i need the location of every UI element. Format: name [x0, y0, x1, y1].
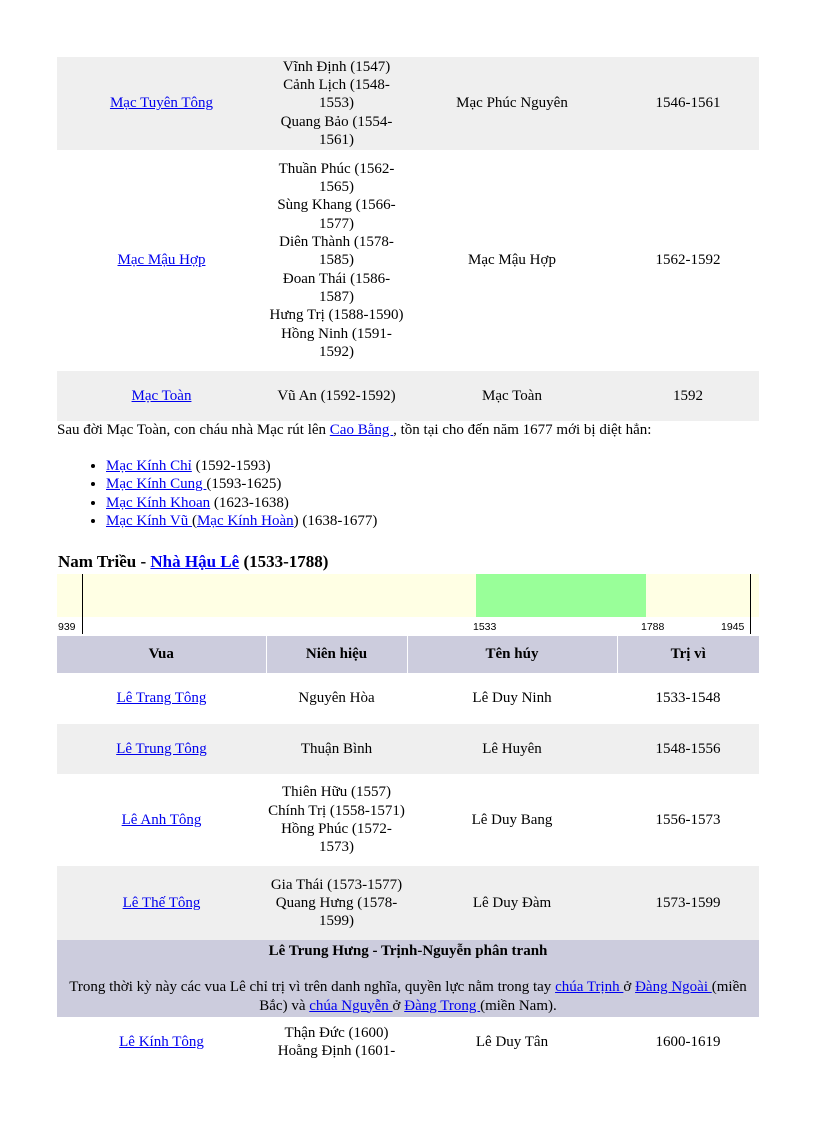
chua-nguyen-link[interactable]: chúa Nguyễn	[309, 997, 393, 1014]
personal-name: Mạc Toàn	[482, 387, 542, 404]
table-row	[57, 150, 759, 371]
era-name: Hoằng Định (1601-	[277, 1042, 396, 1059]
era-name: Hưng Trị (1588-1590)	[269, 307, 404, 324]
list-text: (1592-1593)	[191, 458, 271, 474]
mac-descendants-list	[78, 457, 377, 531]
reign-years: 1600-1619	[655, 1033, 721, 1050]
banner-text	[69, 978, 747, 1015]
table-row	[57, 774, 759, 866]
banner-text-part: ở	[392, 997, 405, 1014]
era-names	[267, 689, 407, 707]
list-link[interactable]: Mạc Kính Cung	[106, 476, 207, 493]
list-text: (	[191, 513, 197, 530]
list-link[interactable]: Mạc Kính Chỉ	[106, 458, 192, 474]
paragraph-text: Sau đời Mạc Toàn, con cháu nhà Mạc rút lên	[57, 422, 330, 438]
reign-years: 1573-1599	[655, 894, 721, 911]
king-link[interactable]: Mạc Tuyên Tông	[109, 95, 214, 112]
heading-text: Nam Triều -	[58, 552, 151, 571]
era-names	[267, 58, 407, 149]
list-link[interactable]: Mạc Kính Vũ	[106, 513, 192, 530]
reign-years: 1548-1556	[655, 740, 721, 757]
banner-text-part: Trong thời kỳ này các vua Lê chỉ trị vì trên danh nghĩa, quyền lực nằm trong tay	[69, 979, 556, 996]
era-names	[267, 740, 407, 758]
reign-years: 1546-1561	[655, 95, 721, 112]
list-text: ) (1638-1677)	[293, 513, 378, 530]
reign-years: 1562-1592	[655, 252, 721, 269]
section-heading	[58, 552, 328, 572]
list-item	[106, 512, 377, 530]
column-header: Tên húy	[407, 636, 617, 673]
column-header: Trị vì	[617, 636, 759, 673]
timeline-label: 1533	[473, 621, 497, 633]
dang-trong-link[interactable]: Đàng Trong	[404, 997, 481, 1014]
timeline-label: 939	[58, 621, 76, 633]
column-header: Niên hiệu	[266, 636, 407, 673]
personal-name: Lê Huyên	[482, 740, 542, 757]
era-name: Hồng Phúc (1572-1573)	[281, 821, 392, 856]
personal-name: Lê Duy Ninh	[472, 690, 552, 707]
table-row	[57, 1017, 759, 1067]
era-names	[267, 876, 407, 931]
list-link[interactable]: Mạc Kính Hoàn	[196, 513, 294, 530]
list-item	[106, 494, 377, 512]
era-name: Nguyên Hòa	[298, 690, 375, 707]
banner-text-part: ở	[623, 979, 636, 996]
banner-text-part: (miền Nam).	[480, 997, 557, 1014]
king-link[interactable]: Lê Thế Tông	[122, 894, 201, 911]
cao-bang-link[interactable]: Cao Bằng	[329, 422, 394, 438]
personal-name: Lê Duy Bang	[471, 811, 553, 828]
era-name: Hồng Ninh (1591-1592)	[281, 325, 392, 360]
timeline-highlight	[476, 574, 645, 617]
timeline-label: 1945	[721, 621, 745, 633]
table-row	[57, 371, 759, 421]
table-header-row	[57, 636, 759, 673]
era-name: Diên Thành (1578-1585)	[279, 234, 394, 269]
personal-name: Lê Duy Tân	[475, 1033, 549, 1050]
era-name: Gia Thái (1573-1577)	[270, 876, 403, 893]
table-row	[57, 866, 759, 940]
column-header: Vua	[57, 636, 266, 673]
hau-le-link[interactable]: Nhà Hậu Lê	[150, 552, 240, 571]
timeline-band	[57, 574, 759, 617]
era-name: Vĩnh Định (1547)	[282, 58, 391, 75]
king-link[interactable]: Mạc Toàn	[131, 387, 192, 404]
reign-years: 1592	[673, 387, 703, 404]
era-name: Đoan Thái (1586-1587)	[282, 270, 391, 305]
era-names	[267, 387, 407, 405]
reign-years: 1533-1548	[655, 690, 721, 707]
era-name: Thiên Hữu (1557)	[282, 784, 391, 801]
list-link[interactable]: Mạc Kính Khoan	[106, 494, 211, 511]
era-names	[267, 160, 407, 361]
era-name: Chính Trị (1558-1571)	[268, 802, 405, 819]
mac-dynasty-table	[57, 57, 759, 421]
timeline-start-line	[82, 574, 83, 634]
timeline-end-line	[750, 574, 751, 634]
list-text: (1593-1625)	[206, 476, 282, 493]
era-name: Thận Đức (1600)	[284, 1024, 389, 1041]
king-link[interactable]: Lê Anh Tông	[121, 811, 202, 828]
era-name: Sùng Khang (1566-1577)	[277, 197, 396, 232]
paragraph-text: , tồn tại cho đến năm 1677 mới bị diệt hẳn:	[393, 422, 652, 438]
list-item	[106, 475, 377, 493]
table-row	[57, 57, 759, 150]
personal-name: Mạc Mậu Hợp	[468, 252, 556, 269]
era-name: Thuần Phúc (1562-1565)	[278, 160, 395, 196]
king-link[interactable]: Lê Trung Tông	[116, 740, 207, 757]
king-link[interactable]: Mạc Mậu Hợp	[117, 252, 206, 269]
era-name: Quang Bảo (1554-1561)	[280, 113, 393, 148]
personal-name: Lê Duy Đàm	[472, 894, 552, 911]
reign-years: 1556-1573	[655, 811, 721, 828]
era-name: Cảnh Lịch (1548-1553)	[283, 77, 390, 112]
mac-descendants-paragraph	[57, 422, 651, 439]
hau-le-table	[57, 636, 759, 1067]
king-link[interactable]: Lê Kính Tông	[119, 1033, 204, 1050]
era-names	[267, 1024, 407, 1061]
timeline-label: 1788	[641, 621, 665, 633]
list-text: (1623-1638)	[210, 494, 289, 511]
banner-text-part: (miền Bắc) và	[259, 979, 747, 1014]
banner-title: Lê Trung Hưng - Trịnh-Nguyễn phân tranh	[268, 943, 548, 959]
period-banner	[57, 940, 759, 1017]
heading-text: (1533-1788)	[239, 552, 329, 571]
list-item	[106, 457, 377, 475]
personal-name: Mạc Phúc Nguyên	[456, 95, 568, 112]
era-names	[267, 783, 407, 856]
era-name: Thuận Bình	[300, 740, 373, 757]
chua-trinh-link[interactable]: chúa Trịnh	[555, 979, 624, 996]
king-link[interactable]: Lê Trang Tông	[116, 690, 207, 707]
table-row	[57, 673, 759, 724]
period-banner-row	[57, 940, 759, 1017]
dang-ngoai-link[interactable]: Đàng Ngoài	[635, 979, 712, 996]
timeline	[57, 574, 759, 636]
era-name: Vũ An (1592-1592)	[277, 387, 396, 404]
era-name: Quang Hưng (1578-1599)	[275, 894, 398, 930]
table-row	[57, 724, 759, 774]
